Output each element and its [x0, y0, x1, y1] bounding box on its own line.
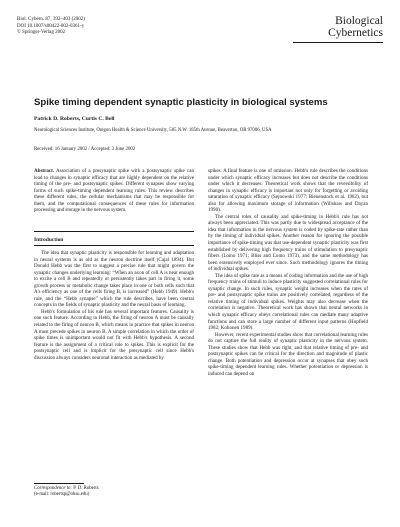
abstract — [34, 168, 194, 214]
doi: DOI 10.1007/s00422-002-0361-y — [17, 23, 85, 29]
journal-logo — [293, 15, 383, 43]
abstract-text: Association of a presynaptic spike with a postsynaptic spike can lead to changes in synaptic efficacy that are highly dependent on the relative timing of the pre- and postsynaptic spikes. Different synapses show varying forms of such spike-timing dependent learning rules. This review describes these different rules, the cellular mechanisms that may be responsible for them, and the computational consequences of these rules for information processing and storage in the nervous system. — [34, 168, 194, 214]
right-paragraph: However, recent experimental studies show that correlational learning rules do not capture the full reality of synaptic plasticity in the nervous system. These studies show that Hebb was right, and that relative timing of pre- and postsynaptic spikes can be critical for the direction and magnitude of plastic change. Both potentiation and depression occur at synapses that obey such spike-timing dependent learning rules. Whether potentiation or depression is induced can depend on — [208, 331, 368, 377]
abstract-label: Abstract. — [34, 168, 55, 174]
intro-heading: Introduction — [34, 237, 64, 243]
correspondence — [34, 486, 194, 498]
received-dates: Received: 16 January 2002 / Accepted: 3 June 2002 — [34, 147, 136, 152]
copyright: © Springer-Verlag 2002 — [17, 30, 66, 36]
left-column — [34, 250, 194, 361]
authors: Patrick D. Roberts, Curtis C. Bell — [34, 116, 115, 122]
right-column — [208, 168, 368, 378]
right-paragraph: spikes. A final feature is one of omission. Hebb's rule describes the conditions under which synaptic efficacy increases but does not describe the conditions under which it decreases. Theoretical work shows that the reversibility of changes in synaptic efficacy is important not only for forgetting or avoiding saturation of synaptic efficacy (Sejnowski 1977; Bienenstock et al. 1982), but also for allowing maximum storage of information (Willshaw and Dayan 1990). — [208, 168, 368, 214]
paper-title: Spike timing dependent synaptic plasticity in biological systems — [34, 97, 328, 108]
right-paragraph: The central roles of causality and spike-timing in Hebb's rule has not always been appreciated. This was partly due to widespread acceptance of the idea that information in the nervous system is coded by spike-rate rather than by the timing of individual spikes. Another reason for ignoring the possible importance of spike-timing was that use-dependent synaptic plasticity was first established by delivering high frequency trains of stimulation to presynaptic fibers (Lomo 1971; Bliss and Lomo 1973), and the same methodology has been extensively employed ever since. Such methodology ignores the timing of individual spikes. — [208, 213, 368, 273]
left-paragraph: The idea that synaptic plasticity is responsible for learning and adaptation in neural systems is as old as the neuron doctrine itself (Cajal 1894). But Donald Hebb was the first to suggest a precise rule that might govern the synaptic changes underlying learning: “When an axon of cell A is near enough to excite a cell B and repeatedly or persistently takes part in firing it, some growth process or metabolic change takes place in one or both cells such that A's efficiency as one of the cells firing B, is increased” (Hebb 1949). Hebb's rule, and the “Hebb synapse” which the rule describes, have been central concepts in the fields of synaptic plasticity and the neural basis of learning. — [34, 250, 194, 309]
journal-name-line1: Biological — [335, 15, 383, 27]
abstract-rule-top — [34, 231, 194, 232]
abstract-rule-bottom — [34, 245, 194, 246]
correspondence-email: (e-mail: robertsp@ohsu.edu) — [34, 492, 90, 497]
correspondence-name: P. D. Roberts — [73, 486, 99, 491]
left-paragraph: Hebb's formulation of his rule has several important features. Causality is one such feature. According to Hebb, the firing of neuron A must be causally related to the firing of neuron B, which means in practice that spikes in neuron A must precede spikes in neuron B. A simple correlation in which the order of spike times is unimportant would not fit with Hebb's hypothesis. A second feature is the assignment of a critical role to spikes. This is explicit for the postsynaptic cell and is implicit for the presynaptic cell since Hebb's discussion always considers neuronal interaction as mediated by — [34, 308, 194, 361]
citation-block — [17, 17, 85, 37]
correspondence-rule — [34, 483, 84, 484]
affiliation: Neurological Sciences Institute, Oregon Health & Science University, 505 N.W. 185th Avenue, Beaverton, OR 97006, USA — [34, 128, 272, 133]
citation: Biol. Cybern. 87, 392–403 (2002) — [17, 17, 85, 22]
correspondence-label: Correspondence to: — [34, 486, 73, 491]
right-paragraph: The idea of spike rate as a means of coding information and the use of high frequency trains of stimuli to induce plasticity suggested correlational rules for synaptic change. In such rules, synaptic weight increases when the rates of pre- and postsynaptic spike trains are positively correlated, regardless of the relative timing of individual spikes. Weights may also decrease when the correlation is negative. Theoretical work has shown that neural networks in which synaptic efficacy obeys correlational rules can mediate many adaptive functions and can store a large number of different input patterns (Hopfield 1982; Kohonen 1989). — [208, 272, 368, 332]
journal-name-line2: Cybernetics — [328, 27, 383, 39]
